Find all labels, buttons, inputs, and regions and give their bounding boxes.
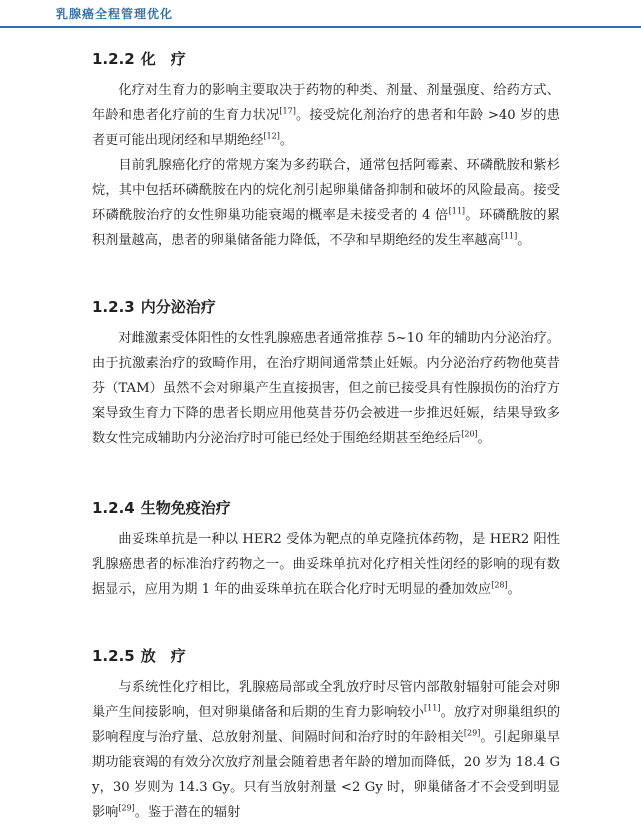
section-title: 化 疗 — [140, 50, 186, 68]
paragraph: 曲妥珠单抗是一种以 HER2 受体为靶点的单克隆抗体药物，是 HER2 阳性乳腺癌患者的标准治疗药物之一。曲妥珠单抗对化疗相关性闭经的影响的现有数据显示，应用为期 1 年的曲妥珠单抗在联合化疗时无明显的叠加效应[28]。 — [92, 532, 560, 597]
paragraph: 目前乳腺癌化疗的常规方案为多药联合，通常包括阿霉素、环磷酰胺和紫杉烷，其中包括环磷酰胺在内的烷化剂引起卵巢储备抑制和破坏的风险最高。接受环磷酰胺治疗的女性卵巢功能衰竭的概率是未接受者的 4 倍[11]。环磷酰胺的累积剂量越高，患者的卵巢储备能力降低，不孕和早期绝经的发生率越高[11]。 — [92, 158, 560, 248]
section-heading — [92, 489, 560, 527]
citation: [29] — [463, 728, 481, 738]
section-endocrine-therapy — [92, 288, 560, 451]
paragraph: 对雌激素受体阳性的女性乳腺癌患者通常推荐 5~10 年的辅助内分泌治疗。由于抗激素治疗的致畸作用，在治疗期间通常禁止妊娠。内分泌治疗药物他莫昔芬（TAM）虽然不会对卵巢产生直接损害，但之前已接受具有性腺损伤的治疗方案导致生育力下降的患者长期应用他莫昔芬仍会被进一步推迟妊娠，结果导致多数女性完成辅助内分泌治疗时可能已经处于围绝经期甚至绝经后[20]。 — [92, 331, 560, 446]
section-title: 内分泌治疗 — [140, 298, 216, 316]
section-heading — [92, 40, 560, 78]
section-title: 生物免疫治疗 — [140, 499, 231, 517]
section-heading — [92, 288, 560, 326]
paragraph: 化疗对生育力的影响主要取决于药物的种类、剂量、剂量强度、给药方式、年龄和患者化疗前的生育力状况[17]。接受烷化剂治疗的患者和年龄 >40 岁的患者更可能出现闭经和早期绝经[12]。 — [92, 83, 560, 148]
citation: [11] — [500, 231, 518, 241]
section-biological-immunotherapy — [92, 489, 560, 602]
citation: [17] — [279, 106, 296, 116]
section-title: 放 疗 — [140, 647, 186, 665]
section-radiotherapy — [92, 637, 560, 825]
section-heading — [92, 637, 560, 675]
section-chemotherapy — [92, 40, 560, 253]
citation: [11] — [424, 703, 441, 713]
paragraph: 与系统性化疗相比，乳腺癌局部或全乳放疗时尽管内部散射辐射可能会对卵巢产生间接影响，但对卵巢储备和后期的生育力影响较小[11]。放疗对卵巢组织的影响程度与治疗量、总放射剂量、间隔时间和治疗时的年龄相关[29]。引起卵巢早期功能衰竭的有效分次放疗剂量会随着患者年龄的增加而降低，20 岁为 18.4 Gy，30 岁则为 14.3 Gy。只有当放射剂量 <2 Gy 时，卵巢储备才不会受到明显影响[29]。鉴于潜在的辐射 — [92, 680, 561, 820]
citation: [28] — [491, 580, 508, 590]
section-number: 1.2.4 — [92, 499, 135, 517]
section-number: 1.2.2 — [92, 50, 135, 68]
citation: [29] — [118, 803, 135, 813]
citation: [11] — [448, 206, 466, 216]
section-number: 1.2.3 — [92, 298, 135, 316]
citation: [20] — [461, 429, 478, 439]
citation: [12] — [263, 131, 280, 141]
section-number: 1.2.5 — [92, 647, 135, 665]
running-header — [0, 0, 641, 28]
running-header-title: 乳腺癌全程管理优化 — [56, 7, 174, 21]
